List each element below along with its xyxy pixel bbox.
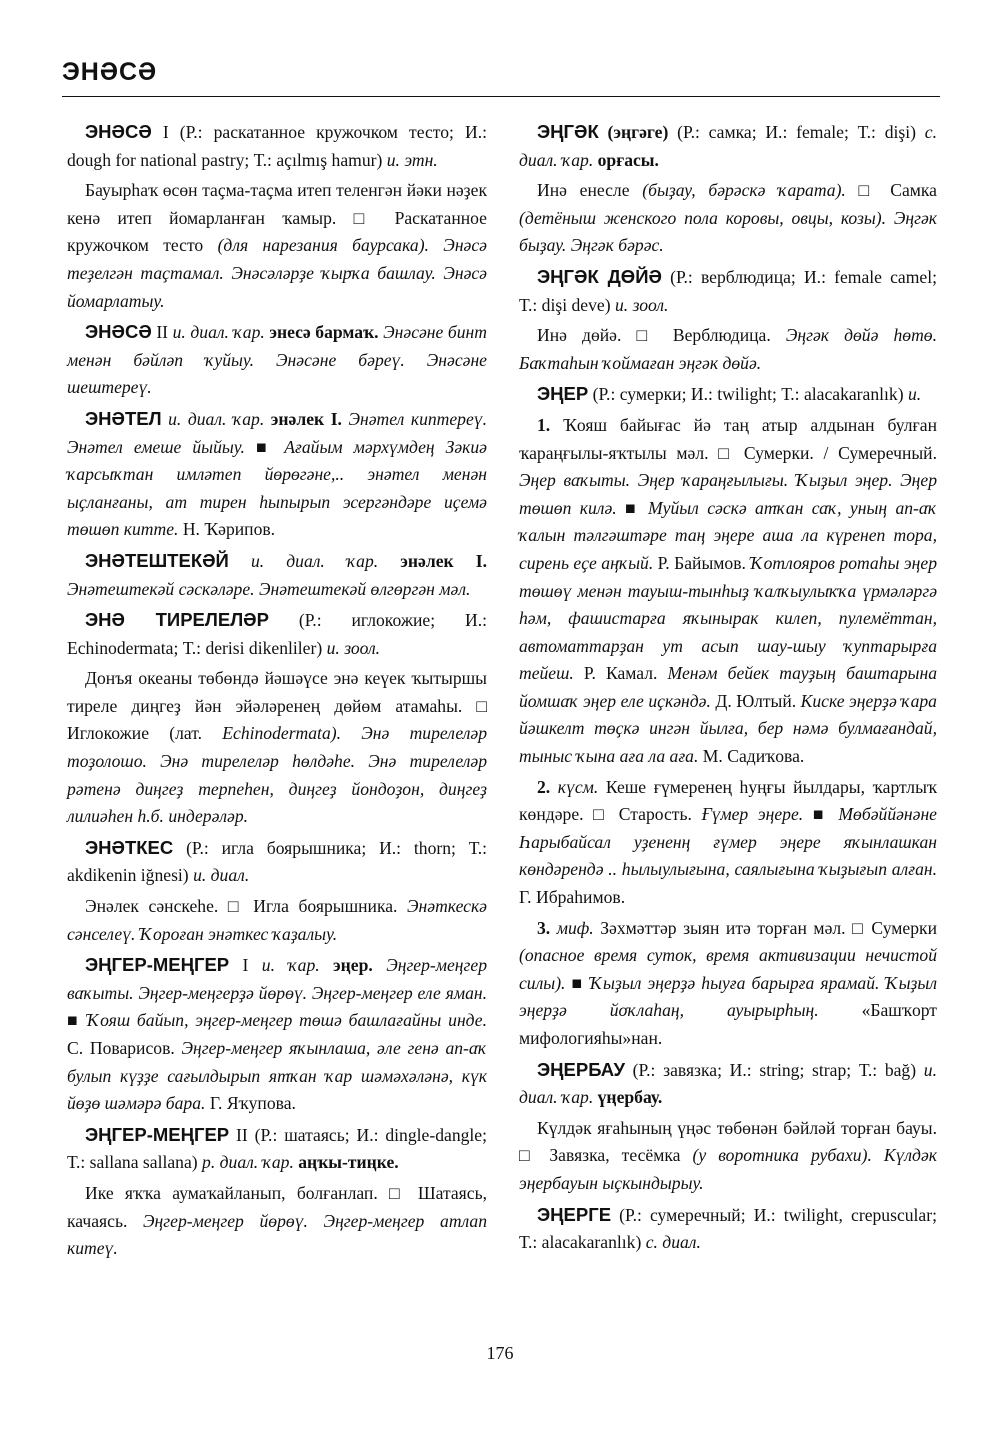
entry-text: Ағайым мәрхүмдең Зәкиә ҡарсыҡтан имләтеп йөрөгәне,.. энәтел менән ыҫланғаны, ат тирен һыпырып эсергәндәре иҫемә төшөп китте. [67,436,487,540]
page-number: 176 [486,1343,514,1363]
entry-text: Мөбәййәнәне Һарыбайсал уҙененң ғүмер эңере яҡынлашкан көндәрендә .. һылыулығына, саялығына ҡыҙығып алған. [519,804,937,880]
entry-text: (опасное время суток, время активизации нечистой силы). [519,945,937,993]
headword: ЭҢГЕР-МЕҢГЕР [85,954,230,976]
entry-text: (Р.: игла боярышника; И.: thorn; Т.: akdikenin iğnesi) [67,837,487,886]
entry-text: (для нарезания баурсака). Энәсә теҙелгән таҫтамал. Энәсәләрҙе ҡырҡа башлау. Энәсә йомарлатыу. [67,235,487,311]
entry-text: Кеше ғүмеренең һуңғы йылдары, ҡартлыҡ көндәре. □ Старость. [519,776,937,825]
entry-text: Энәткескә сәнселеү. Ҡороған энәткес ҡаҙалыу. [67,896,487,944]
headword: ЭҢГӘК ДӨЙӘ [537,265,662,287]
dictionary-entry [519,1056,937,1112]
entry-text: М. Садиҡова. [698,746,805,767]
entry-text: Муйыл сәскә атҡан саҡ, уның ап-аҡ ҡалын тәлгәштәре таң эңере аша ла күренеп тора, сирень еҫе аңҡый. [519,497,937,573]
entry-text: 3. [537,917,551,938]
entry-text: I [229,955,262,976]
dictionary-entry [67,834,487,890]
entry-text: и. зоол. [614,294,669,315]
entry-text: ■ [625,497,648,518]
entry-text: Донъя океаны төбөндә йәшәүсе энә кеүек ҡытыршы тиреле диңгеҙ йән эйәләренең дөйөм атамаһы. □ Иглокожие (лат. [67,668,487,744]
entry-text: «Башҡорт мифологияһы»нан. [519,1000,937,1048]
entry-text: Ҡыҙыл эңерҙә һыуға барырға ярамай. Ҡыҙыл эңерҙә йоҡлаһаң, ауырырһың. [519,972,937,1021]
entry-text: Зәхмәттәр зыян итә торған мәл. □ Сумерки [593,917,937,938]
entry-text: 1. [537,414,551,435]
entry-text: Күлдәк яғаһының үңәс төбөнән бәйләй торған бауы. □ Завязка, тесёмка [519,1117,937,1166]
entry-text: Ҡотлояров ротаһы эңер төшөү менән тауыш-тынһыҙ ҡалҡыулыҡҡа үрмәләргә һәм, фашистарға яҡынырак килеп, пулемёттан, автоматтарҙан ут асып шау-шыу ҡуптарырға тейеш. [519,552,937,684]
entry-text: Эңгер-меңгер яҡынлаша, әле генә ап-аҡ булып күҙҙе сағылдырып ятҡан ҡар шәмәхәләнә, күк йөҙө шәмәрә бара. [67,1038,487,1114]
entry-text: Ике яҡҡа аумаҡайланып, болғанлап. □ Шатаясь, качаясь. [67,1182,487,1231]
entry-text: и. ҡар. [261,955,320,976]
entry-text: ■ [812,804,839,825]
dictionary-entry [67,606,487,662]
entry-text: ■ [67,1010,87,1031]
entry-definition [519,1115,937,1198]
entry-text: ■ [571,972,590,993]
dictionary-entry [519,118,937,174]
entry-text: Эңгер-меңгер йөрөү. Эңгер-меңгер атлап китеү. [67,1210,488,1259]
entry-text: Н. Ҡәрипов. [178,519,276,540]
entry-text: энәлек I. [378,550,487,571]
entry-text: Инә енесле [537,180,643,201]
dictionary-entry [67,318,487,402]
header-rule [62,96,940,97]
headword: ЭНӘТЕШТЕКӘЙ [85,549,229,571]
entry-text: и. диал. [193,865,250,886]
entry-text: (быҙау, бәрәскә ҡарата). [642,180,846,201]
entry-text: Д. Юлтый. [710,690,801,711]
entry-text: энәлек I. [264,408,342,429]
entry-text: Энәтештекәй сәскәләре. Энәтештекәй өлгөргән мәл. [67,578,471,599]
entry-text: Бауырһаҡ өсөн таҫма-таҫма итеп теленгән йәки нәҙек кенә итеп йомарланған ҡамыр. □ Раскатанное кружочком тесто [67,180,487,256]
entry-text: Энәтел киптереү. Энәтел емеше йыйыу. [67,408,487,457]
dictionary-entry [519,263,937,319]
entry-definition [67,177,487,315]
entry-definition [67,665,487,831]
entry-text: Эңер ваҡыты. Эңер ҡараңғылығы. Ҡыҙыл эңер. Эңер төшөп килә. [519,470,937,518]
entry-text: Р. Камал. [573,663,668,684]
running-head: ЭНӘСӘ [62,58,158,86]
dictionary-entry [519,380,937,409]
entry-definition [519,322,937,377]
entry-text: үңербау. [593,1087,663,1108]
entry-text: и. этн. [386,149,438,170]
right-column [519,118,937,1260]
entry-text: Энәлек сәнскеһе. □ Игла боярышника. [85,896,408,917]
entry-text: (Р.: самка; И.: female; Т.: dişi) [668,122,925,142]
entry-text: и. диал. ҡар. [161,408,265,429]
entry-text: Инә дөйә. □ Верблюдица. [537,325,786,346]
entry-text: ■ [255,436,285,457]
entry-text: II (Р.: шатаясь; И.: dingle-dangle; Т.: sallana sallana) [67,1124,487,1173]
entry-text: (Р.: сумеречный; И.: twilight, crepuscular; Т.: alacakaranlık) [519,1204,937,1253]
entry-text: Менәм бейек тауҙың баштарына йомшаҡ эңер еле иҫкәндә. [519,663,937,711]
entry-text: Echinodermata). Энә тирелеләр тоҙолошо. Энә тирелеләр һөлдәһе. Энә тирелеләр рәтенә диңгеҙ терпеһен, диңгеҙ йондоҙон, диңгеҙ лилиәһен һ.б. индерәләр. [67,723,487,827]
headword: ЭҢГӘК [537,121,599,142]
entry-text: (Р.: завязка; И.: string; strap; Т.: bağ) [624,1059,924,1080]
entry-text: (Р.: верблюдица; И.: female camel; Т.: dişi deve) [519,266,938,315]
entry-text: (детёныш женского пола коровы, овцы, козы). Эңгәк быҙау. Эңгәк бәрәс. [519,207,937,256]
dictionary-entry [67,405,487,544]
entry-text: II [151,322,173,343]
entry-text: и. диал. ҡар. [228,550,379,571]
entry-text: эңер. [319,955,373,976]
entry-text: и. [907,384,922,405]
dictionary-entry [67,951,487,1118]
entry-text: Эңгәк дөйә һөтө. Баҡтаһын ҡоймаған эңгәк дөйә. [519,325,937,373]
entry-text: и. зоол. [326,637,381,658]
dictionary-entry [519,1201,937,1257]
entry-text: и. диал. ҡар. [519,1059,937,1108]
entry-text: аңҡы-тиңке. [293,1152,399,1173]
entry-text: Ғүмер эңере. [701,804,813,825]
entry-text: I (Р.: раскатанное кружочком тесто; И.: dough for national pastry; Т.: açılmış hamur) [67,122,487,170]
entry-text: Г. Яҡупова. [205,1093,296,1114]
dictionary-entry [67,1121,487,1177]
entry-text: Г. Ибраһимов. [519,887,626,908]
entry-text: (Р.: сумерки; И.: twilight; Т.: alacakaranlık) [588,384,908,405]
entry-text: с. диал. [645,1232,701,1253]
entry-text: □ Самка [845,180,937,201]
entry-text: Эңгер-меңгер ваҡыты. Эңгер-меңгерҙә йөрөү. Эңгер-меңгер еле яман. [67,955,488,1003]
entry-definition [519,412,937,771]
entry-text: 2. [537,776,551,797]
headword: ЭНӘТЕЛ [85,407,162,429]
entry-text: Энәсәне бинт менән бәйләп ҡуйыу. Энәсәне бәреү. Энәсәне шештереү. [67,322,487,398]
entry-text: миф. [550,917,594,938]
entry-text: р. диал. ҡар. [202,1152,294,1173]
entry-text: (у воротника рубахи). Күлдәк эңербауын ыҫкындырыу. [519,1145,937,1193]
entry-text: с. диал. ҡар. [519,122,937,170]
entry-text: энесә бармаҡ. [264,322,379,343]
headword: ЭҢЕРБАУ [537,1058,625,1080]
headword: ЭНӘСӘ [85,321,152,343]
entry-text: (эңгәге) [598,122,669,142]
dictionary-entry [67,118,487,174]
left-column [67,118,487,1266]
entry-text: Р. Байымов. [653,552,751,573]
entry-text: (Р.: иглокожие; И.: Echinodermata; Т.: derisi dikenliler) [67,610,487,658]
headword: ЭҢЕР [537,383,589,405]
entry-text: С. Поварисов. [67,1038,182,1058]
headword: ЭНӘТКЕС [85,836,174,858]
entry-text: Киске эңерҙә ҡара йәшкелт төҫкә ингән йылға, бер нәмә булмағандай, тыныс ҡына аға ла аға. [519,690,937,767]
headword: ЭНӘ ТИРЕЛЕЛӘР [85,609,269,631]
entry-text: күсм. [550,776,599,797]
entry-definition [519,915,937,1053]
entry-definition [519,774,937,912]
headword: ЭҢГЕР-МЕҢГЕР [85,1123,230,1145]
entry-text: Ҡояш байып, эңгер-меңгер төшә башлағайны инде. [86,1010,487,1031]
entry-definition [519,177,937,260]
headword: ЭҢЕРГЕ [537,1203,612,1225]
entry-definition [67,1180,487,1263]
dictionary-entry [67,547,487,603]
entry-text: орғасы. [593,149,659,170]
entry-text: и. диал. ҡар. [172,322,265,343]
entry-definition [67,893,487,948]
headword: ЭНӘСӘ [85,121,152,142]
entry-text: Ҡояш байығас йә таң атыр алдынан булған ҡараңғылы-яҡтылы мәл. □ Сумерки. / Сумеречный. [519,414,937,463]
